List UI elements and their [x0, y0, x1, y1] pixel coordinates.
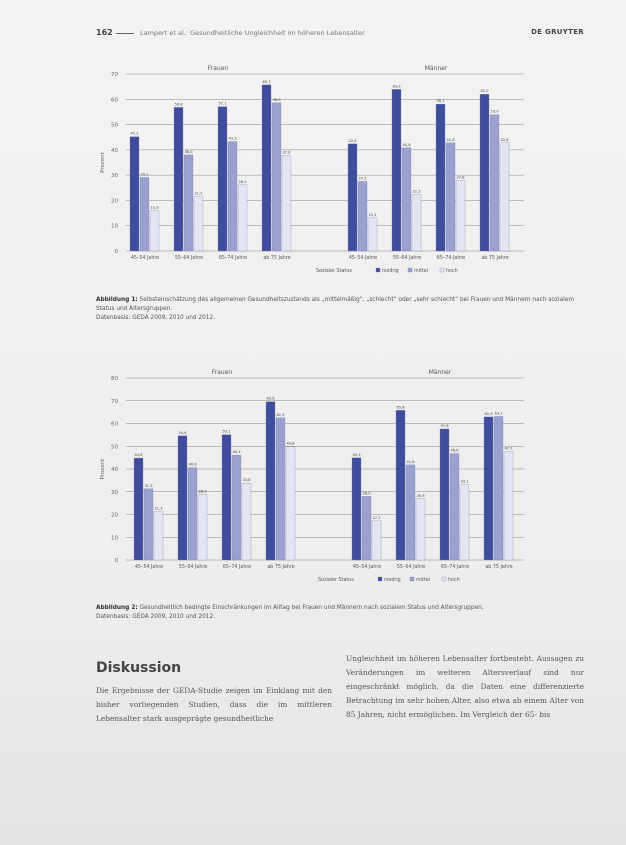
legend-title: Sozialer Status: [318, 578, 354, 583]
body-text-right-column: Ungleichheit im höheren Lebensalter fortbesteht. Aussagen zu Veränderungen im weiteren Altersverlauf sind nur eingeschränkt möglich, da die Daten eine differenzierte Betrachtung im sehr hohen Alter, also etwa ab einem Alter von 85 Jahren, nicht ermöglichen. Im Vergleich der 65- bis: [346, 654, 584, 719]
bar-value-label: 47,7: [504, 446, 513, 451]
bar-value-label: 21,5: [194, 191, 203, 196]
figure-2-chart: [96, 360, 536, 596]
bar-value-label: 41,8: [406, 459, 415, 464]
panel-title: Männer: [428, 369, 452, 376]
y-tick-label: 50: [111, 122, 118, 129]
bar-value-label: 55,1: [222, 429, 231, 434]
bar-value-label: 15,9: [150, 205, 159, 210]
y-axis-label: Prozent: [100, 152, 106, 173]
bar: [134, 458, 143, 560]
x-tick-label: 45–54 Jahre: [348, 256, 378, 261]
bar-value-label: 40,8: [402, 142, 411, 147]
figure-2-caption: [96, 604, 586, 622]
legend-swatch: [378, 577, 382, 581]
bar-value-label: 29,1: [140, 172, 149, 177]
bar-value-label: 42,8: [446, 137, 455, 142]
y-tick-label: 70: [111, 398, 118, 405]
bar: [490, 115, 499, 251]
bar: [484, 417, 493, 560]
y-tick-label: 20: [111, 198, 118, 205]
bar: [276, 418, 285, 560]
bar: [504, 451, 513, 560]
bar-value-label: 13,1: [368, 212, 377, 217]
header-rule: [116, 33, 134, 34]
bar: [184, 155, 193, 251]
bar: [412, 195, 421, 251]
x-tick-label: ab 75 Jahre: [263, 256, 291, 261]
bar: [436, 104, 445, 251]
legend-entry: hoch: [448, 578, 460, 583]
bar: [348, 144, 357, 251]
bar-value-label: 37,8: [282, 150, 291, 155]
bar-value-label: 62,5: [276, 412, 285, 417]
y-axis-label: Prozent: [100, 458, 106, 480]
bar: [228, 142, 237, 251]
legend-entry: niedrig: [384, 578, 401, 583]
bar: [494, 416, 503, 560]
bar: [480, 94, 489, 251]
bar-value-label: 62,0: [480, 89, 489, 94]
bar: [130, 137, 139, 251]
figure-1-caption-label: Abbildung 1:: [96, 297, 138, 303]
legend-entry: niedrig: [382, 269, 399, 274]
bar: [218, 107, 227, 251]
legend-entry: hoch: [446, 269, 458, 274]
bar: [396, 410, 405, 560]
bar-value-label: 31,3: [144, 483, 153, 488]
bar: [500, 143, 509, 251]
page-header: [96, 26, 584, 40]
y-tick-label: 60: [111, 97, 118, 104]
bar: [266, 402, 275, 560]
legend-swatch: [442, 577, 446, 581]
bar-value-label: 42,8: [500, 137, 509, 142]
y-tick-label: 10: [111, 535, 118, 542]
bar: [402, 148, 411, 251]
figure-2-source: Datenbasis: GEDA 2009, 2010 und 2012.: [96, 614, 216, 620]
bar-value-label: 57,6: [440, 423, 449, 428]
section-heading-diskussion: Diskussion: [96, 660, 182, 676]
bar-value-label: 28,0: [362, 491, 371, 496]
legend-swatch: [410, 577, 414, 581]
bar: [358, 181, 367, 251]
x-tick-label: ab 75 Jahre: [267, 565, 295, 570]
bar-value-label: 54,6: [178, 430, 187, 435]
x-tick-label: ab 75 Jahre: [481, 256, 509, 261]
bar: [238, 185, 247, 251]
bar: [174, 107, 183, 251]
x-tick-label: 65–74 Jahre: [218, 256, 248, 261]
bar: [198, 494, 207, 560]
bar-value-label: 58,1: [436, 99, 445, 104]
legend-swatch: [376, 268, 380, 272]
panel-title: Frauen: [207, 65, 229, 72]
x-tick-label: 65–74 Jahre: [440, 565, 470, 570]
legend-entry: mittel: [414, 269, 429, 274]
body-text-left-column: Die Ergebnisse der GEDA-Studie zeigen im Einklang mit den bisher vorliegenden Studien, dass die im mittleren Lebensalter stark ausgeprägte gesundheitliche: [96, 686, 332, 723]
bar: [460, 485, 469, 560]
x-tick-label: 55–64 Jahre: [174, 256, 204, 261]
y-tick-label: 50: [111, 444, 118, 451]
panel-title: Männer: [424, 65, 448, 72]
bar-value-label: 42,4: [348, 138, 357, 143]
y-tick-label: 60: [111, 421, 118, 428]
bar-value-label: 65,7: [262, 79, 271, 84]
bar-value-label: 26,9: [416, 493, 425, 498]
bar-value-label: 40,6: [188, 462, 197, 467]
y-tick-label: 30: [111, 489, 118, 496]
bar: [178, 436, 187, 560]
bar-value-label: 33,1: [460, 479, 469, 484]
legend-title: Sozialer Status: [316, 269, 352, 274]
x-tick-label: 65–74 Jahre: [436, 256, 466, 261]
bar-value-label: 27,8: [456, 175, 465, 180]
bar: [272, 103, 281, 251]
x-tick-label: 55–64 Jahre: [178, 565, 208, 570]
panel-title: Frauen: [211, 369, 233, 376]
bar-value-label: 43,3: [228, 136, 237, 141]
bar: [372, 521, 381, 560]
figure-2-caption-text: Gesundheitlich bedingte Einschränkungen im Alltag bei Frauen und Männern nach sozialem Status und Altersgruppen.: [139, 605, 484, 611]
legend-entry: mittel: [416, 578, 431, 583]
y-tick-label: 20: [111, 512, 118, 519]
bar: [188, 468, 197, 560]
x-tick-label: 55–64 Jahre: [396, 565, 426, 570]
x-tick-label: 45–54 Jahre: [130, 256, 160, 261]
bar: [286, 447, 295, 560]
bar: [440, 429, 449, 560]
bar-value-label: 17,2: [372, 515, 381, 520]
x-tick-label: ab 75 Jahre: [485, 565, 513, 570]
y-tick-label: 10: [111, 223, 118, 230]
bar: [362, 496, 371, 560]
y-tick-label: 80: [111, 376, 118, 382]
y-tick-label: 0: [114, 249, 118, 255]
bar-value-label: 46,8: [450, 448, 459, 453]
bar: [150, 211, 159, 251]
bar-value-label: 28,9: [198, 489, 207, 494]
bar: [446, 143, 455, 251]
y-tick-label: 40: [111, 147, 118, 154]
bar-value-label: 44,8: [134, 453, 143, 458]
x-tick-label: 45–54 Jahre: [134, 565, 164, 570]
figure-1-caption: [96, 296, 586, 323]
y-tick-label: 0: [114, 558, 118, 564]
bar: [282, 155, 291, 251]
x-tick-label: 55–64 Jahre: [392, 256, 422, 261]
legend-swatch: [408, 268, 412, 272]
bar-value-label: 63,1: [494, 411, 503, 416]
bar-value-label: 33,8: [242, 478, 251, 483]
bar-value-label: 38,0: [184, 149, 193, 154]
figure-1-chart: [96, 58, 536, 290]
bar: [140, 177, 149, 251]
bar: [222, 435, 231, 560]
bar-value-label: 56,8: [174, 102, 183, 107]
bar-value-label: 62,9: [484, 411, 493, 416]
bar-value-label: 49,8: [286, 441, 295, 446]
figure-1-source: Datenbasis: GEDA 2009, 2010 und 2012.: [96, 315, 216, 321]
bar: [144, 489, 153, 560]
bar-value-label: 27,5: [358, 176, 367, 181]
bar-value-label: 65,8: [396, 405, 405, 410]
bar-value-label: 63,9: [392, 84, 401, 89]
figure-1-caption-text: Selbsteinschätzung des allgemeinen Gesundheitszustands als „mittelmäßig“, „schlecht“ oder „sehr schlecht“ bei Frauen und Männern nach sozialem Status und Altersgruppen.: [96, 297, 574, 312]
bar: [392, 89, 401, 251]
bar: [262, 85, 271, 251]
bar: [406, 465, 415, 560]
bar: [154, 512, 163, 560]
bar-value-label: 22,3: [412, 189, 421, 194]
legend-swatch: [440, 268, 444, 272]
bar: [352, 458, 361, 560]
bar: [416, 499, 425, 560]
publisher-logo: DE GRUYTER: [531, 28, 584, 36]
bar-value-label: 57,1: [218, 101, 227, 106]
bar-value-label: 21,3: [154, 506, 163, 511]
y-tick-label: 40: [111, 467, 118, 473]
bar-value-label: 46,1: [232, 450, 241, 455]
bar-value-label: 44,9: [352, 452, 361, 457]
bar-value-label: 58,6: [272, 97, 281, 102]
bar-value-label: 69,6: [266, 396, 275, 401]
bar: [450, 454, 459, 560]
bar-value-label: 53,9: [490, 109, 499, 114]
y-tick-label: 30: [111, 173, 118, 180]
x-tick-label: 45–54 Jahre: [352, 565, 382, 570]
x-tick-label: 65–74 Jahre: [222, 565, 252, 570]
figure-2-caption-label: Abbildung 2:: [96, 605, 138, 611]
bar-value-label: 26,2: [238, 179, 247, 184]
running-title: Lampert et al.: Gesundheitliche Ungleichheit im höheren Lebensalter: [140, 29, 365, 37]
y-tick-label: 70: [111, 72, 118, 78]
bar: [242, 483, 251, 560]
bar-value-label: 45,2: [130, 131, 139, 136]
page-number: 162: [96, 28, 113, 37]
bar: [194, 197, 203, 251]
bar: [232, 455, 241, 560]
bar: [456, 181, 465, 251]
bar: [368, 218, 377, 251]
